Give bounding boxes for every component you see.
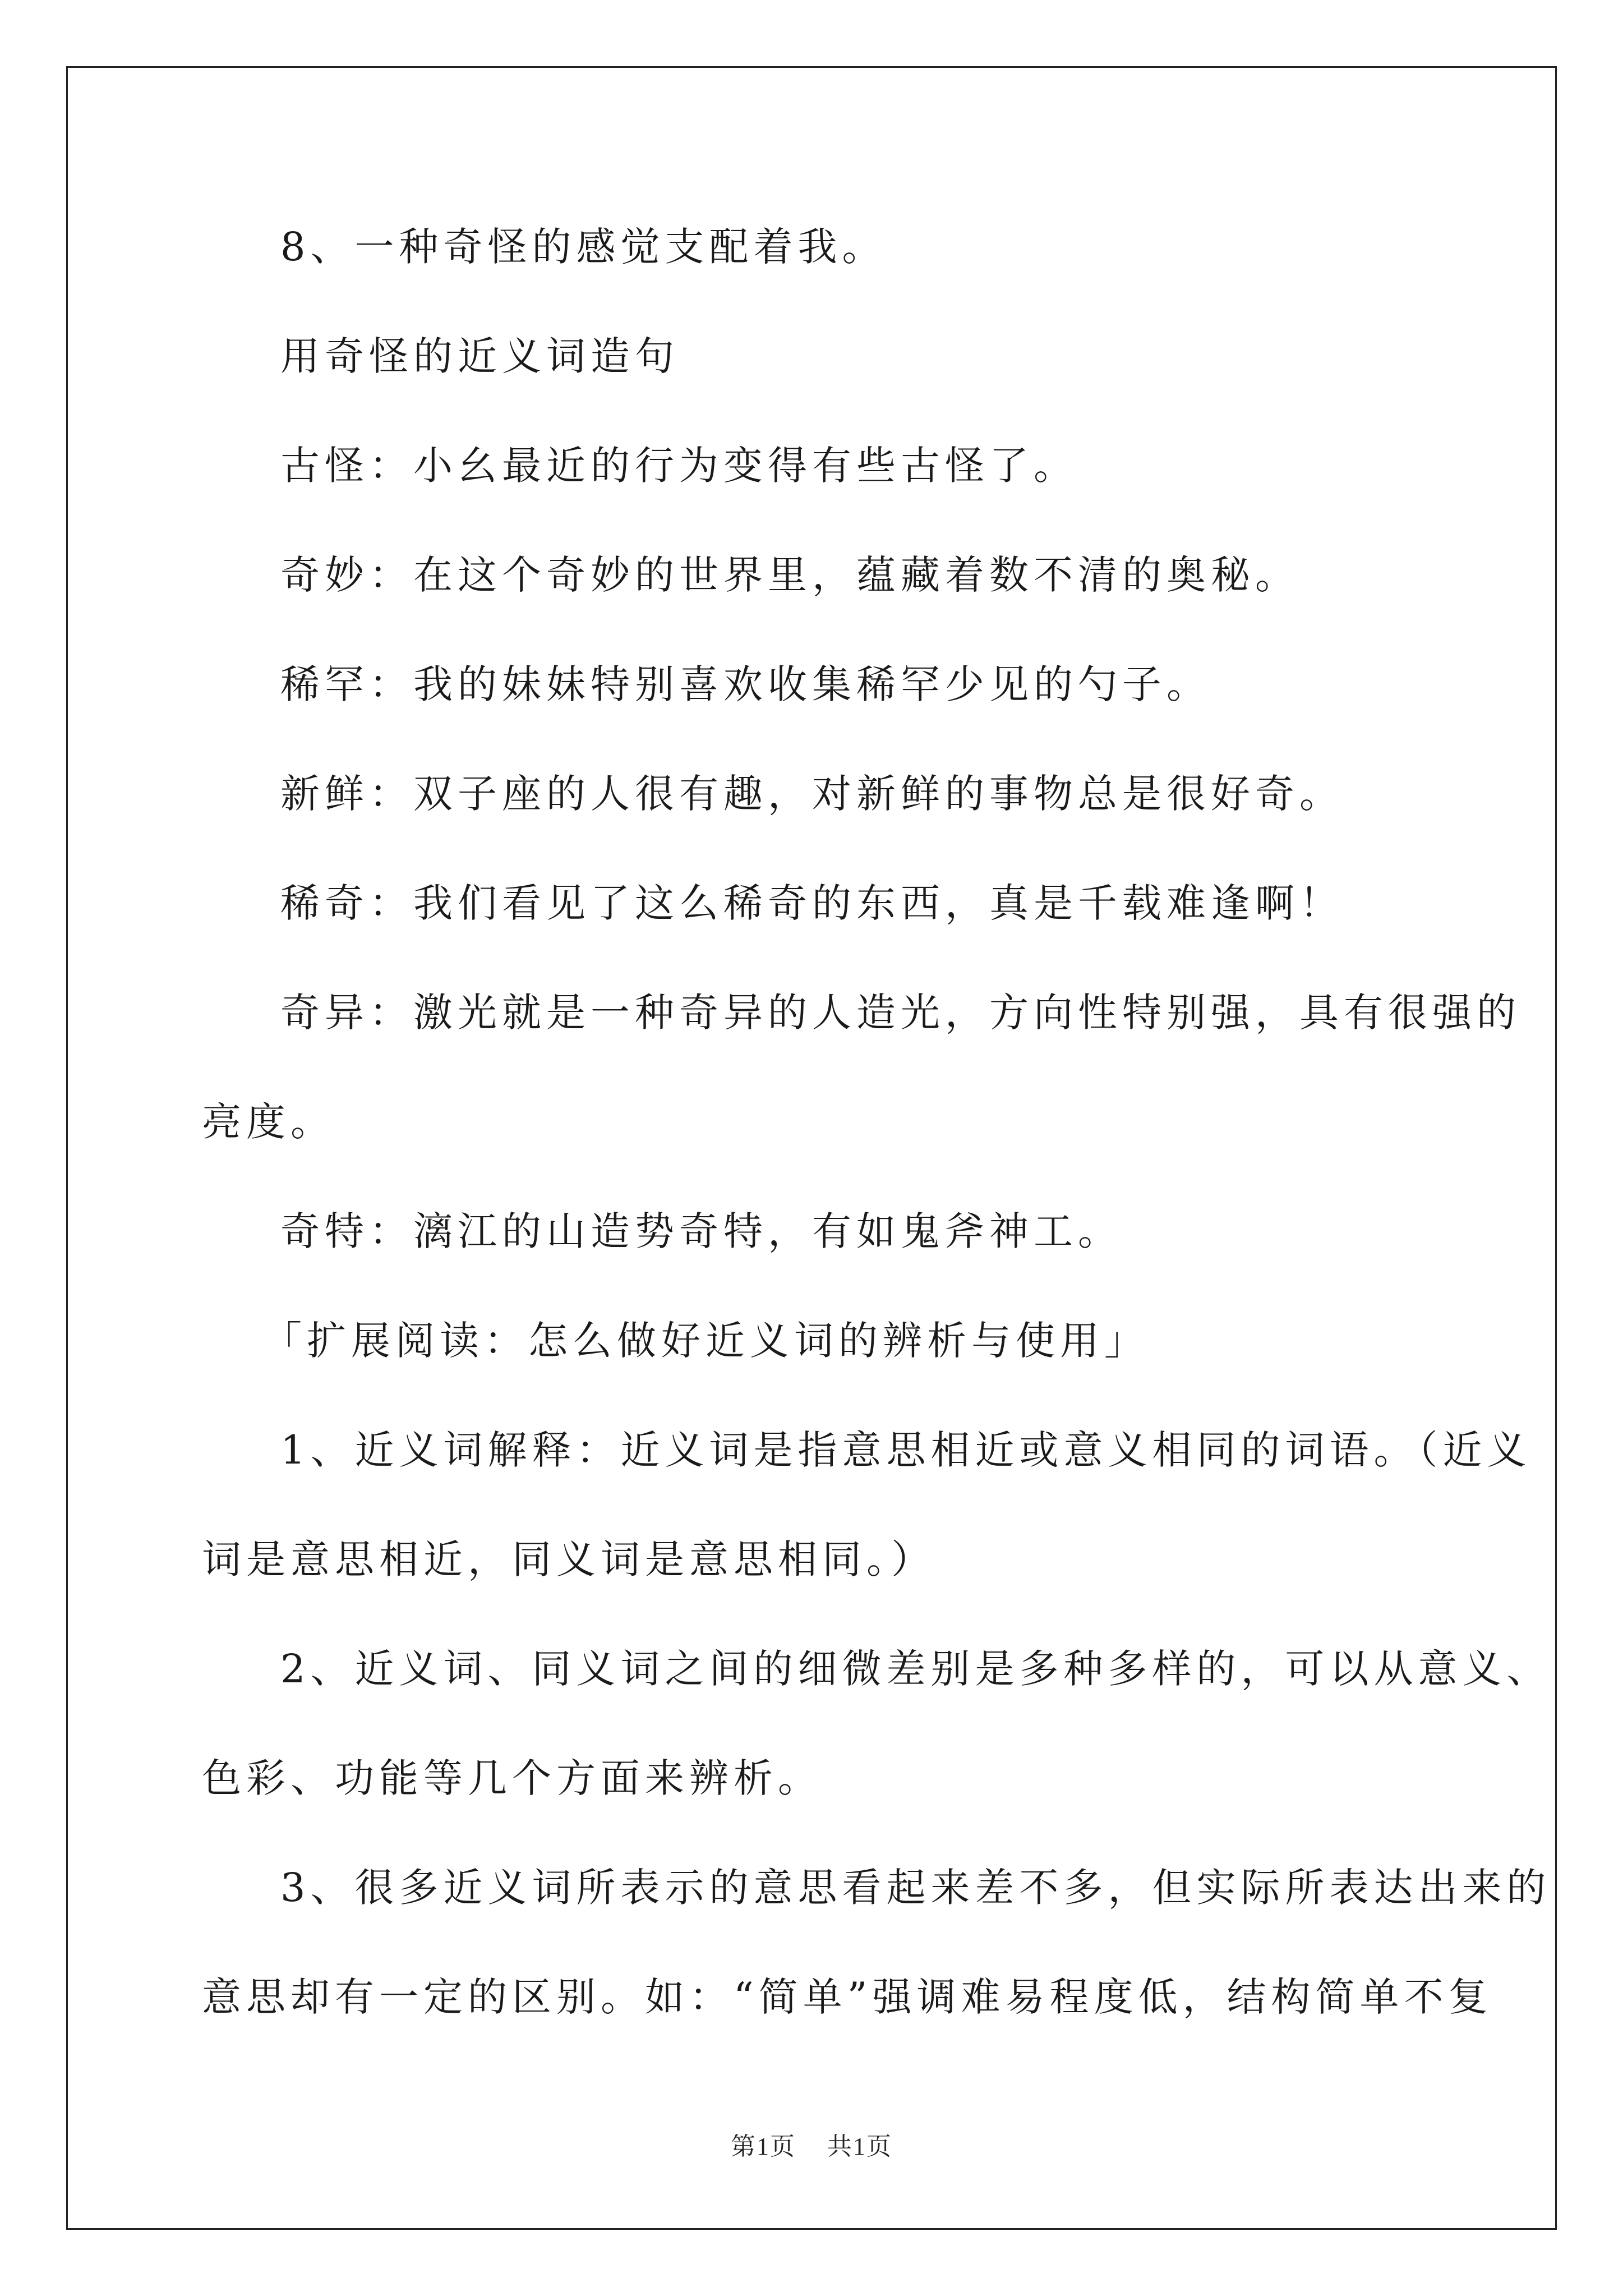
paragraph-line: 奇妙：在这个奇妙的世界里，蕴藏着数不清的奥秘。 <box>280 552 1299 598</box>
paragraph-line: 新鲜：双子座的人很有趣，对新鲜的事物总是很好奇。 <box>280 771 1344 817</box>
paragraph-line: 8、一种奇怪的感觉支配着我。 <box>280 224 887 270</box>
page-number-current: 第1页 <box>731 2133 796 2160</box>
paragraph-line: 稀奇：我们看见了这么稀奇的东西，真是千载难逢啊！ <box>280 880 1344 926</box>
paragraph-line: 2、近义词、同义词之间的细微差别是多种多样的，可以从意义、 <box>280 1646 1551 1692</box>
paragraph-line-continuation: 意思却有一定的区别。如：“简单”强调难易程度低，结构简单不复 <box>202 1974 1493 2020</box>
paragraph-line: 古怪：小幺最近的行为变得有些古怪了。 <box>280 443 1078 489</box>
paragraph-line: 1、近义词解释：近义词是指意思相近或意义相同的词语。（近义 <box>280 1427 1532 1473</box>
page-number-total: 共1页 <box>827 2133 892 2160</box>
paragraph-line: 奇异：激光就是一种奇异的人造光，方向性特别强，具有很强的 <box>280 990 1521 1036</box>
paragraph-line-continuation: 亮度。 <box>202 1099 335 1145</box>
page-footer <box>0 2126 1623 2162</box>
paragraph-line: 奇特：漓江的山造势奇特，有如鬼斧神工。 <box>280 1208 1122 1254</box>
extended-reading-heading: 「扩展阅读：怎么做好近义词的辨析与使用」 <box>262 1318 1149 1364</box>
section-heading: 用奇怪的近义词造句 <box>280 333 679 379</box>
paragraph-line-continuation: 色彩、功能等几个方面来辨析。 <box>202 1755 822 1801</box>
paragraph-line-continuation: 词是意思相近，同义词是意思相同。） <box>202 1536 935 1582</box>
paragraph-line: 稀罕：我的妹妹特别喜欢收集稀罕少见的勺子。 <box>280 661 1211 707</box>
paragraph-line: 3、很多近义词所表示的意思看起来差不多，但实际所表达出来的 <box>280 1865 1551 1911</box>
